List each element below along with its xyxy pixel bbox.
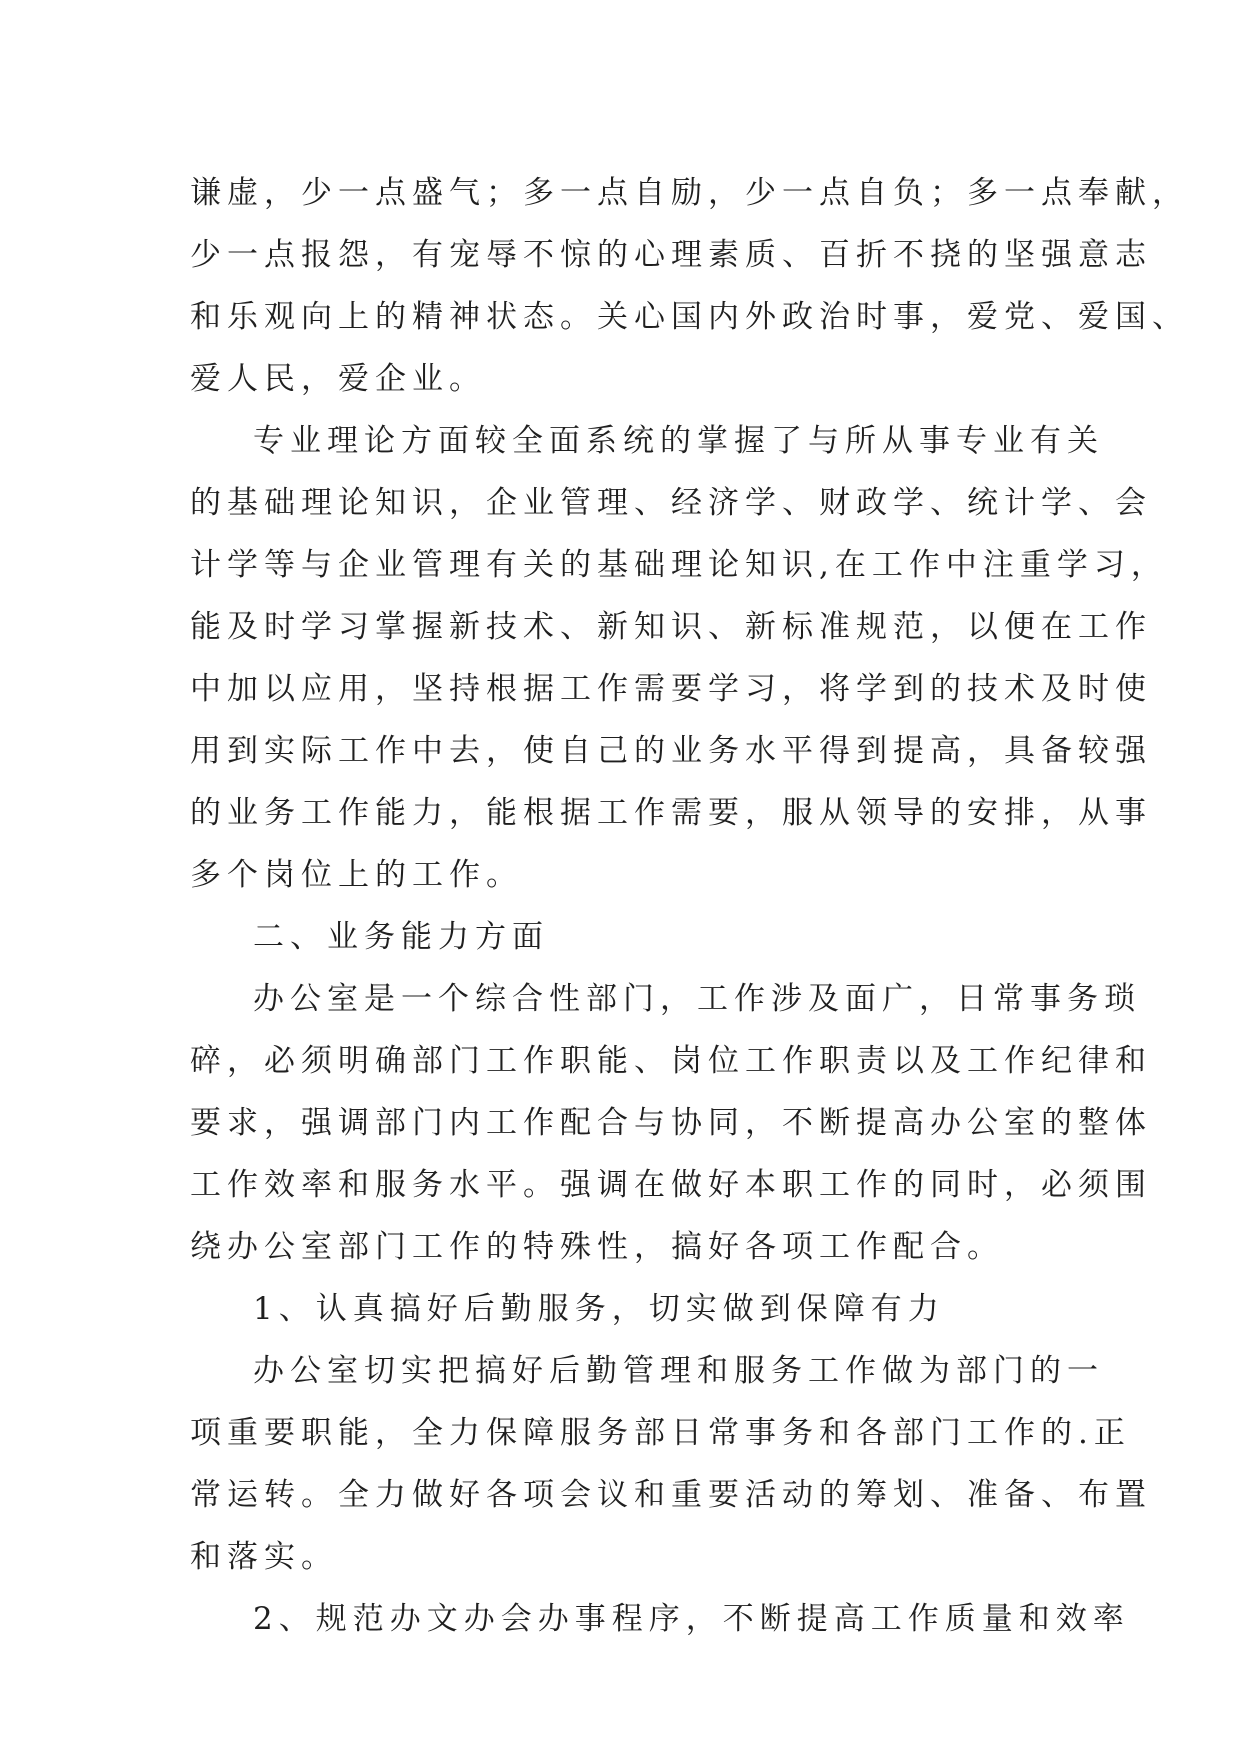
text-line: 工作效率和服务水平。强调在做好本职工作的同时，必须围: [190, 1167, 1152, 1203]
text-line: 用到实际工作中去，使自己的业务水平得到提高，具备较强: [190, 733, 1152, 769]
text-line: 和乐观向上的精神状态。关心国内外政治时事，爱党、爱国、: [190, 299, 1189, 335]
text-line: 谦虚，少一点盛气；多一点自励，少一点自负；多一点奉献，: [190, 175, 1189, 211]
paragraph-first-line: 办公室是一个综合性部门，工作涉及面广，日常事务琐: [253, 981, 1141, 1017]
text-line: 项重要职能，全力保障服务部日常事务和各部门工作的.正: [190, 1415, 1131, 1451]
text-line: 计学等与企业管理有关的基础理论知识,在工作中注重学习，: [190, 547, 1168, 583]
text-line: 能及时学习掌握新技术、新知识、新标准规范，以便在工作: [190, 609, 1152, 645]
subsection-heading: 1、认真搞好后勤服务，切实做到保障有力: [253, 1291, 945, 1327]
document-body: [190, 162, 1189, 1650]
text-line: 要求，强调部门内工作配合与协同，不断提高办公室的整体: [190, 1105, 1152, 1141]
text-line: 常运转。全力做好各项会议和重要活动的筹划、准备、布置: [190, 1477, 1152, 1513]
paragraph-first-line: 办公室切实把搞好后勤管理和服务工作做为部门的一: [253, 1353, 1104, 1389]
text-line: 和落实。: [190, 1539, 338, 1575]
section-heading: 二、业务能力方面: [253, 919, 549, 955]
text-line: 碎，必须明确部门工作职能、岗位工作职责以及工作纪律和: [190, 1043, 1152, 1079]
text-line: 绕办公室部门工作的特殊性，搞好各项工作配合。: [190, 1229, 1004, 1265]
text-line: 少一点报怨，有宠辱不惊的心理素质、百折不挠的坚强意志: [190, 237, 1152, 273]
paragraph-first-line: 专业理论方面较全面系统的掌握了与所从事专业有关: [253, 423, 1104, 459]
text-line: 中加以应用，坚持根据工作需要学习，将学到的技术及时使: [190, 671, 1152, 707]
text-line: 的基础理论知识，企业管理、经济学、财政学、统计学、会: [190, 485, 1152, 521]
text-line: 的业务工作能力，能根据工作需要，服从领导的安排，从事: [190, 795, 1152, 831]
text-line: 爱人民，爱企业。: [190, 361, 486, 397]
text-line: 多个岗位上的工作。: [190, 857, 523, 893]
subsection-heading: 2、规范办文办会办事程序，不断提高工作质量和效率: [253, 1601, 1130, 1637]
